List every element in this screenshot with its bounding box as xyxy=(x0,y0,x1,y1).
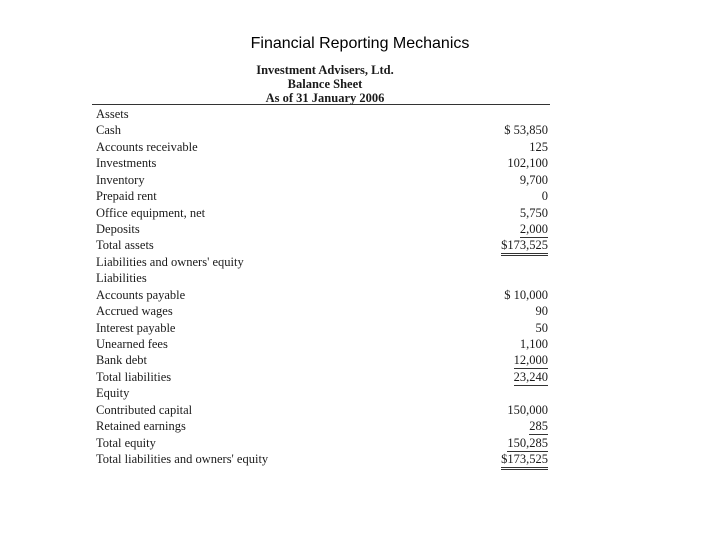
row-label: Total liabilities xyxy=(96,370,172,384)
row-amount: 1,100 xyxy=(519,337,548,351)
row-amount: 2,000 xyxy=(519,222,548,236)
slide-title: Financial Reporting Mechanics xyxy=(250,35,470,52)
table-row xyxy=(96,336,548,352)
row-amount: 90 xyxy=(535,304,548,318)
row-label: Equity xyxy=(96,386,130,400)
row-label: Bank debt xyxy=(96,353,148,367)
row-amount: 285 xyxy=(529,419,548,433)
row-amount: 12,000 xyxy=(513,353,548,367)
row-label: Accounts receivable xyxy=(96,140,198,154)
row-amount: 5,750 xyxy=(519,206,548,220)
row-amount: $ 10,000 xyxy=(504,288,548,302)
company-name: Investment Advisers, Ltd. xyxy=(256,63,394,77)
row-label: Contributed capital xyxy=(96,403,193,417)
row-label: Interest payable xyxy=(96,321,176,335)
row-label: Total assets xyxy=(96,238,154,252)
row-label: Cash xyxy=(96,123,121,137)
table-row xyxy=(96,418,548,434)
row-amount: $ 53,850 xyxy=(504,123,548,137)
table-row xyxy=(96,221,548,237)
row-label: Unearned fees xyxy=(96,337,168,351)
table-row xyxy=(96,188,548,204)
row-amount: 0 xyxy=(541,189,548,203)
row-amount: $173,525 xyxy=(501,451,548,470)
row-label: Accrued wages xyxy=(96,304,173,318)
section-liabilities-equity xyxy=(96,254,548,270)
row-label: Inventory xyxy=(96,173,145,187)
table-row xyxy=(96,320,548,336)
row-label: Total equity xyxy=(96,436,156,450)
total-equity-row xyxy=(96,435,548,451)
grand-total-row xyxy=(96,451,548,467)
table-row xyxy=(96,402,548,418)
row-label: Liabilities xyxy=(96,271,147,285)
row-label: Deposits xyxy=(96,222,140,236)
table-row xyxy=(96,287,548,303)
row-label: Investments xyxy=(96,156,157,170)
table-row xyxy=(96,155,548,171)
row-label: Prepaid rent xyxy=(96,189,157,203)
table-row xyxy=(96,303,548,319)
total-liabilities-row xyxy=(96,369,548,385)
row-label: Retained earnings xyxy=(96,419,186,433)
section-liabilities xyxy=(96,270,548,286)
section-assets xyxy=(96,106,548,122)
row-amount: 150,285 xyxy=(507,436,548,450)
row-amount: 125 xyxy=(529,140,548,154)
row-amount: 150,000 xyxy=(507,403,548,417)
table-row xyxy=(96,139,548,155)
total-assets-row xyxy=(96,237,548,253)
row-label: Assets xyxy=(96,107,129,121)
row-amount: 9,700 xyxy=(519,173,548,187)
row-label: Office equipment, net xyxy=(96,206,206,220)
section-equity xyxy=(96,385,548,401)
row-label: Total liabilities and owners' equity xyxy=(96,452,269,466)
table-row xyxy=(96,122,548,138)
table-row xyxy=(96,352,548,368)
table-row xyxy=(96,172,548,188)
row-label: Accounts payable xyxy=(96,288,186,302)
row-amount: 50 xyxy=(535,321,548,335)
statement-title: Balance Sheet xyxy=(287,77,363,91)
row-label: Liabilities and owners' equity xyxy=(96,255,244,269)
header-rule xyxy=(92,104,550,105)
row-amount: $173,525 xyxy=(501,237,548,256)
statement-date: As of 31 January 2006 xyxy=(265,91,385,105)
row-amount: 102,100 xyxy=(507,156,548,170)
table-row xyxy=(96,205,548,221)
row-amount: 23,240 xyxy=(513,370,548,384)
